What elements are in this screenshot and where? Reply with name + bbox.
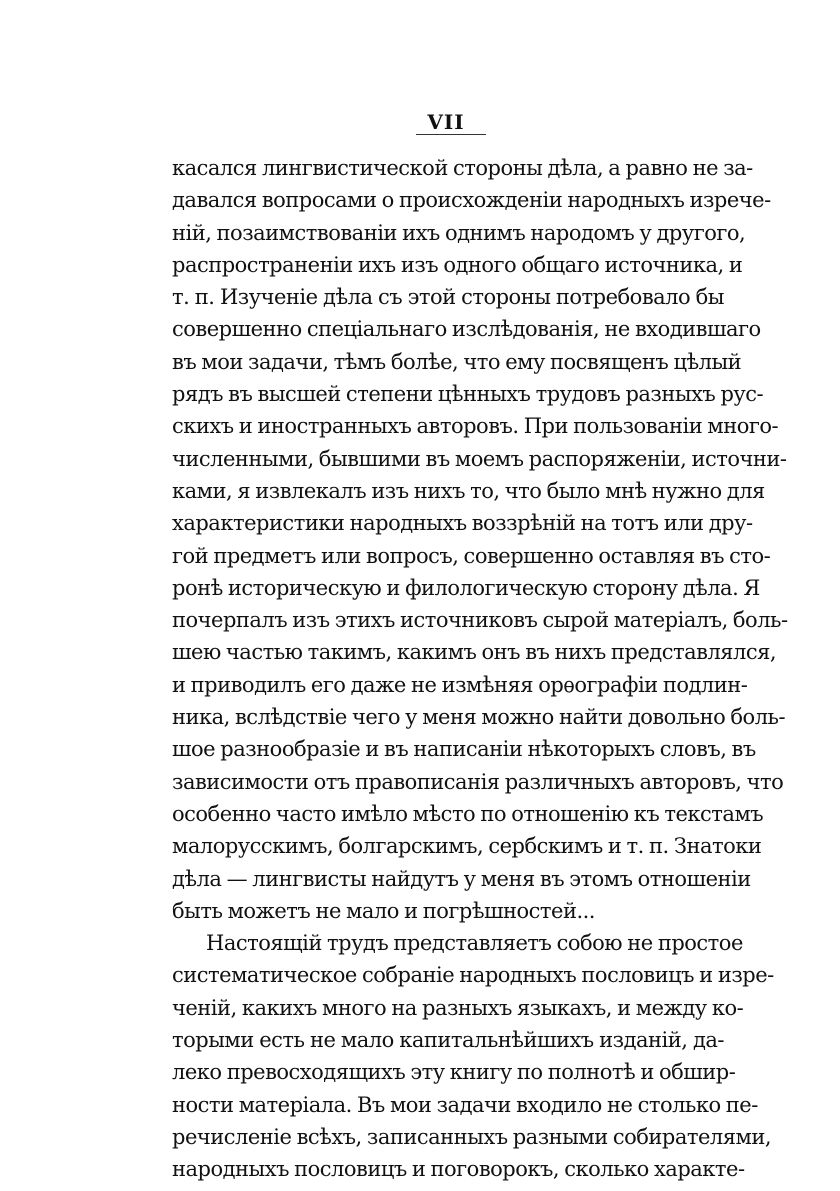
paragraph-2 <box>172 927 774 1185</box>
page-number: VII <box>427 110 465 134</box>
text-line: почерпалъ изъ этихъ источниковъ сырой матеріалъ, боль- <box>172 608 788 633</box>
text-line: ронѣ историческую и филологическую сторону дѣла. Я <box>172 575 760 600</box>
text-line: совершенно спеціальнаго изслѣдованія, не входившаго <box>172 317 761 342</box>
text-line: ками, я извлекалъ изъ нихъ то, что было мнѣ нужно для <box>172 478 765 503</box>
text-line: особенно часто имѣло мѣсто по отношенію къ текстамъ <box>172 801 764 826</box>
paragraph-1 <box>172 152 788 927</box>
text-line: ника, вслѣдствіе чего у меня можно найти довольно боль- <box>172 705 786 730</box>
text-line: рядъ въ высшей степени цѣнныхъ трудовъ разныхъ рус- <box>172 382 764 407</box>
text-line: Настоящій трудъ представляетъ собою не простое <box>206 931 743 956</box>
text-line: дѣла — лингвисты найдутъ у меня въ этомъ отношеніи <box>172 866 751 891</box>
text-line: скихъ и иностранныхъ авторовъ. При пользованіи много- <box>172 414 779 439</box>
text-line: гой предметъ или вопросъ, совершенно оставляя въ сто- <box>172 543 771 568</box>
text-line: торыми есть не мало капитальнѣйшихъ изданій, да- <box>172 1028 724 1053</box>
text-line: давался вопросами о происхожденіи народныхъ изрече- <box>172 188 771 213</box>
text-line: шею частью такимъ, какимъ онъ въ нихъ представлялся, <box>172 640 777 665</box>
text-line: народныхъ пословицъ и поговорокъ, сколько характе- <box>172 1157 745 1182</box>
text-line: систематическое собраніе народныхъ пословицъ и изре- <box>172 963 774 988</box>
text-line: въ мои задачи, тѣмъ болѣе, что ему посвященъ цѣлый <box>172 349 742 374</box>
text-line: зависимости отъ правописанія различныхъ авторовъ, что <box>172 769 784 794</box>
text-line: и приводилъ его даже не измѣняя орѳографіи подлин- <box>172 672 748 697</box>
text-line: т. п. Изученіе дѣла съ этой стороны потребовало бы <box>172 285 724 310</box>
text-line: леко превосходящихъ эту книгу по полнотѣ и обшир- <box>172 1060 736 1085</box>
text-line: быть можетъ не мало и погрѣшностей... <box>172 898 595 923</box>
text-line: ности матеріала. Въ мои задачи входило не столько пе- <box>172 1092 758 1117</box>
text-line: касался лингвистической стороны дѣла, а равно не за- <box>172 156 753 180</box>
text-line: характеристики народныхъ воззрѣній на тотъ или дру- <box>172 511 753 536</box>
text-line: распространеніи ихъ изъ одного общаго источника, и <box>172 252 743 277</box>
text-line: шое разнообразіе и въ написаніи нѣкоторыхъ словъ, въ <box>172 737 756 762</box>
body-text <box>172 152 788 1186</box>
text-line: ченій, какихъ много на разныхъ языкахъ, и между ко- <box>172 995 744 1020</box>
text-line: ній, позаимствованіи ихъ однимъ народомъ у другого, <box>172 220 746 245</box>
text-line: малорусскимъ, болгарскимъ, сербскимъ и т. п. Знатоки <box>172 834 762 859</box>
header-rule <box>416 134 486 135</box>
text-line: численными, бывшими въ моемъ распоряженіи, источни- <box>172 446 787 471</box>
text-line: речисленіе всѣхъ, записанныхъ разными собирателями, <box>172 1124 772 1149</box>
